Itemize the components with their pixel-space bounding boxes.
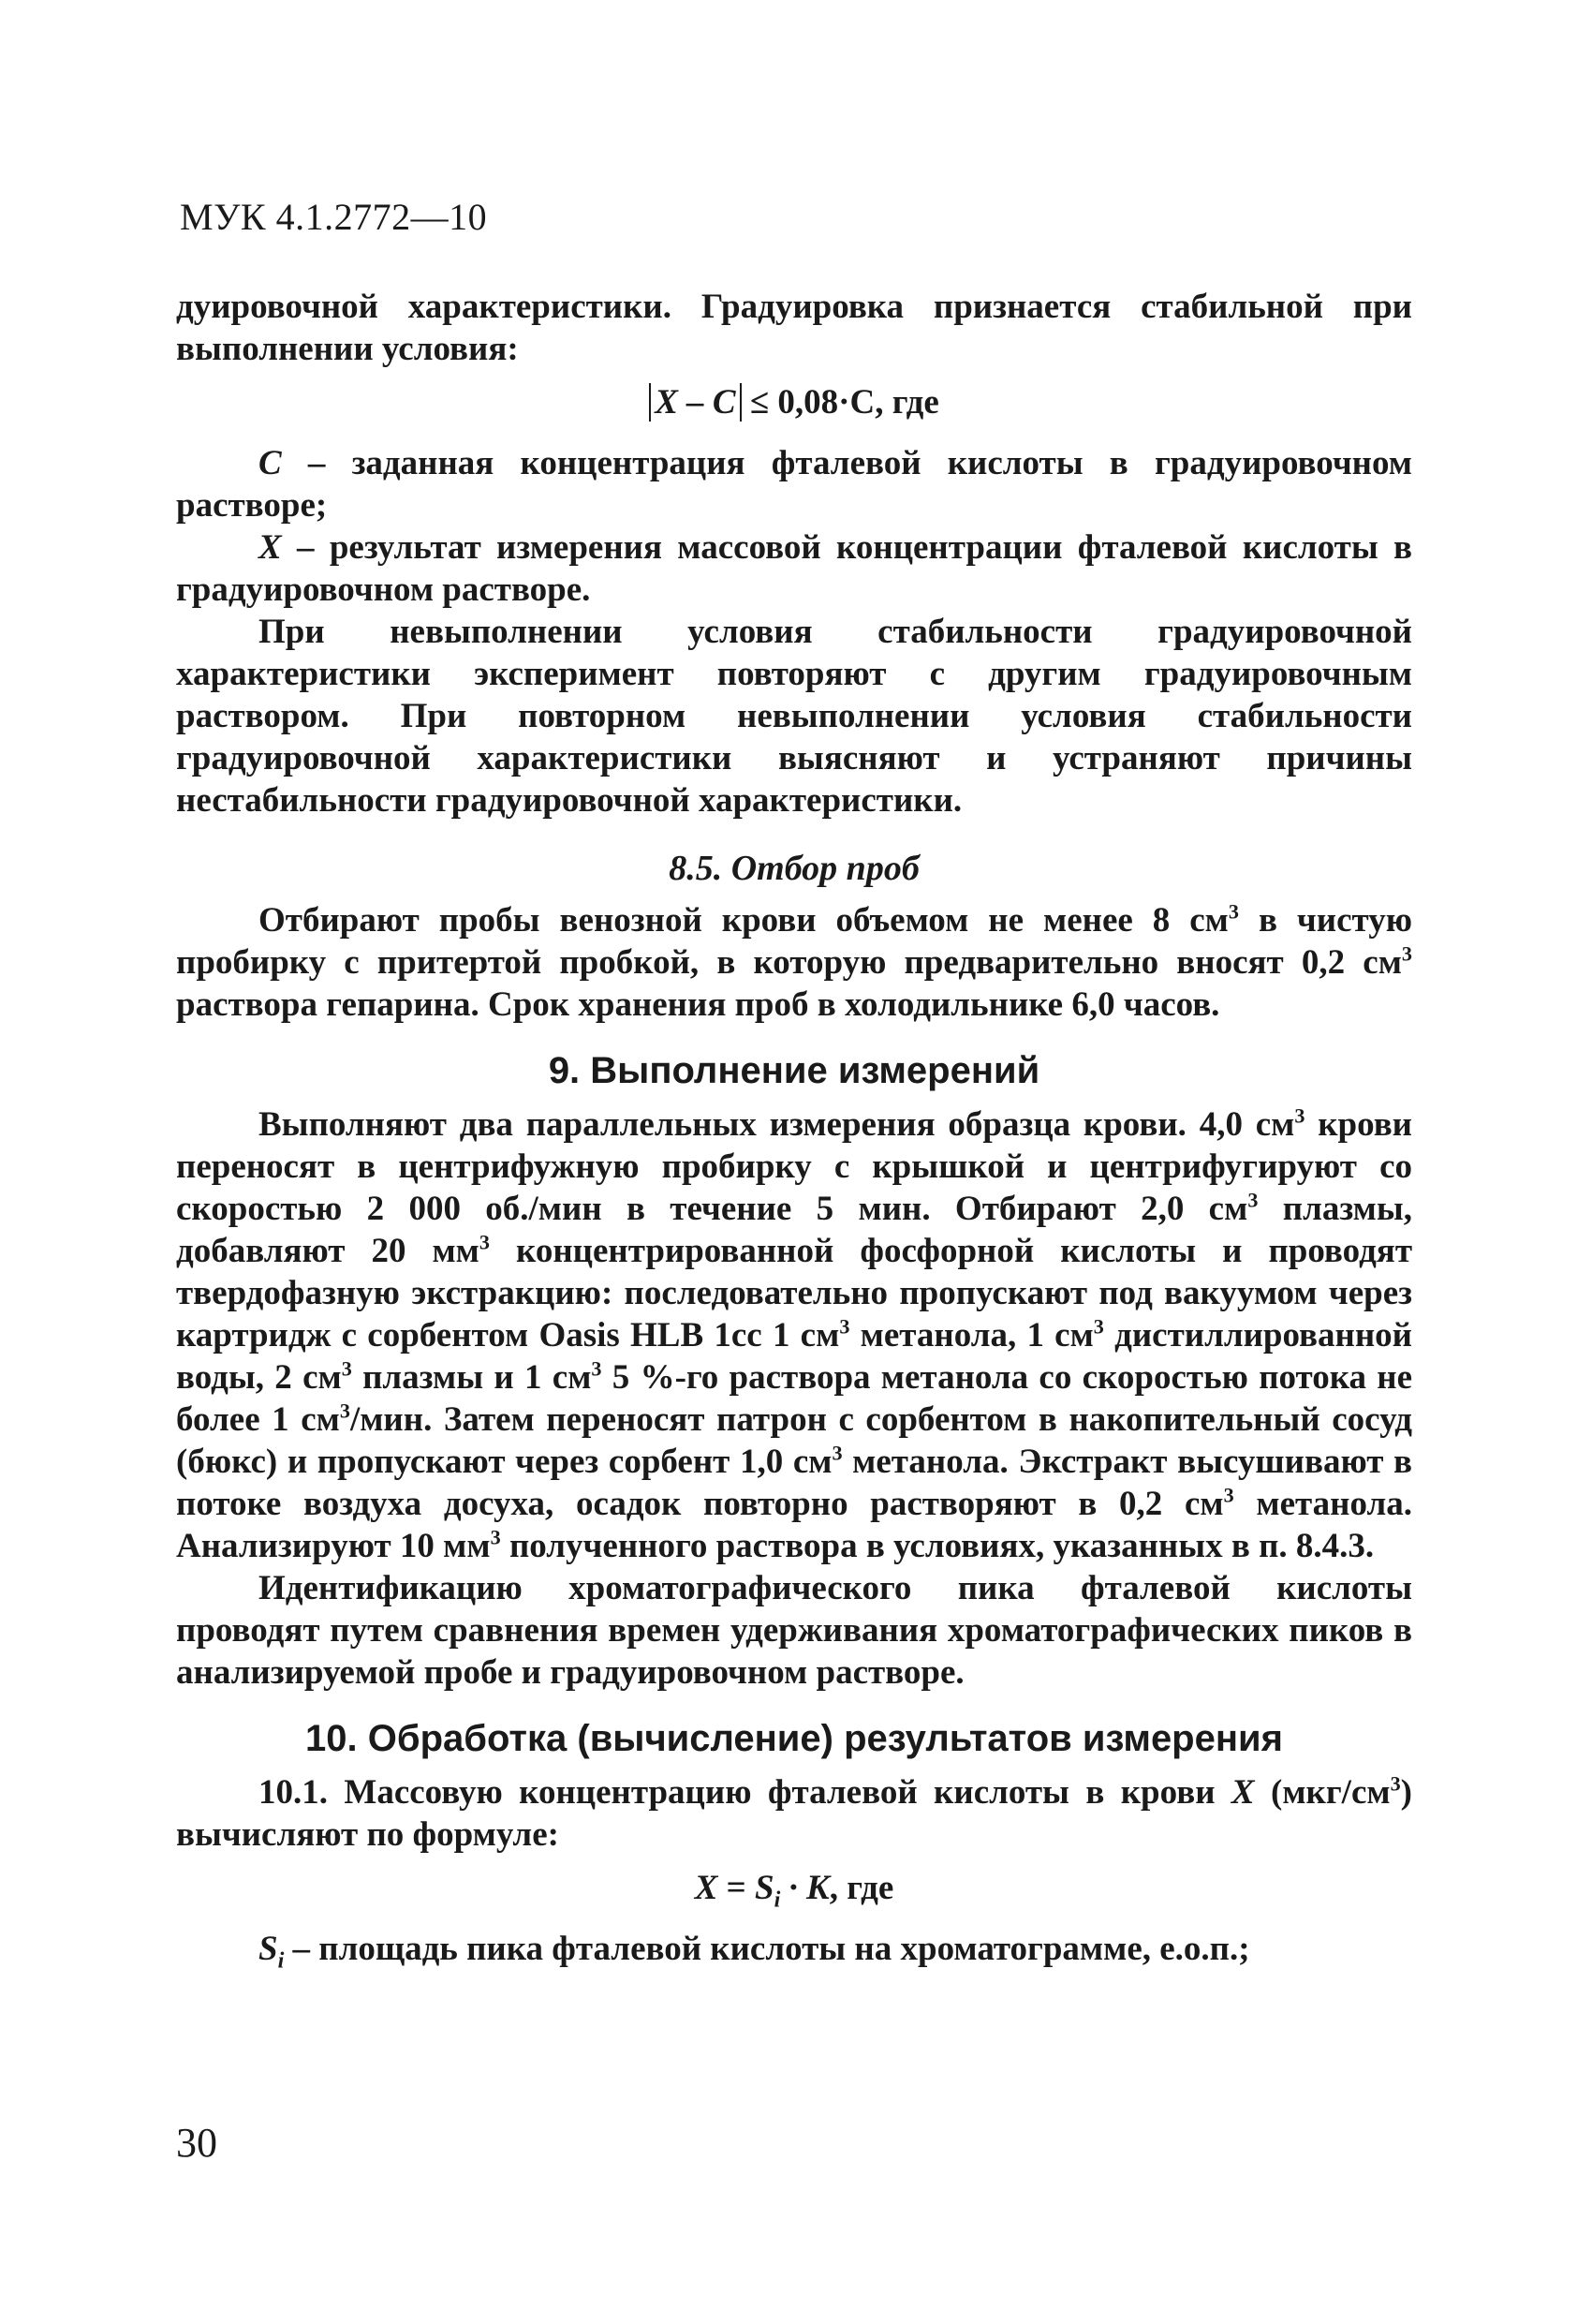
section-10-title: 10. Обработка (вычисление) результатов измерения bbox=[305, 1718, 1283, 1759]
sup-cm3: 3 bbox=[1228, 899, 1239, 924]
measure-text: /мин. Затем переносят патрон с сорбентом в накопительный сосуд (бюкс) и пропускают через сорбент 1,0 см bbox=[176, 1400, 1412, 1481]
measure-text: концентрированной фосфорной кислоты и проводят твердофазную экстракцию: последовательно пропускают под вакуумом через картридж с сорбентом Oasis HLB 1cc 1 см bbox=[176, 1232, 1412, 1354]
definition-c-text: – заданная концентрация фталевой кислоты в градуировочном растворе; bbox=[176, 444, 1412, 525]
document-header: МУК 4.1.2772—10 bbox=[180, 196, 488, 238]
intro-paragraph: дуировочной характеристики. Градуировка признается стабильной при выполнении условия: bbox=[176, 288, 1412, 368]
measurement-paragraph bbox=[176, 1103, 1412, 1567]
sup-3: 3 bbox=[341, 1356, 352, 1381]
formula-x: X bbox=[694, 1869, 718, 1907]
identification-paragraph: Идентификацию хроматографического пика фталевой кислоты проводят путем сравнения времен удерживания хроматографических пиков в анализируемой пробе и градуировочном растворе. bbox=[176, 1569, 1412, 1692]
sup-3: 3 bbox=[1294, 1103, 1305, 1128]
sup-cm3: 3 bbox=[1401, 941, 1412, 966]
section-8-5-title: 8.5. Отбор проб bbox=[669, 849, 920, 888]
symbol-x: X bbox=[1231, 1773, 1255, 1812]
formula-suffix: , где bbox=[829, 1869, 894, 1907]
page-content bbox=[176, 286, 1413, 1974]
symbol-c: C bbox=[258, 444, 282, 482]
symbol-x: X bbox=[258, 528, 282, 567]
formula-abs-term: X – C bbox=[649, 383, 741, 422]
measure-text: плазмы и 1 см bbox=[351, 1358, 592, 1397]
definition-x bbox=[176, 526, 1412, 611]
formula-suffix: , где bbox=[875, 383, 939, 422]
measure-text: плазмы, добавляют 20 мм bbox=[176, 1190, 1413, 1270]
sampling-text-2: в чистую пробирку с притертой пробкой, в которую предварительно вносят 0,2 см bbox=[176, 901, 1412, 982]
formula-rhs: ≤ 0,08·C bbox=[749, 383, 876, 422]
measure-text: Выполняют два параллельных измерения образца крови. 4,0 см bbox=[258, 1105, 1295, 1144]
concentration-formula bbox=[176, 1867, 1412, 1913]
calc-text: (мкг/см bbox=[1254, 1773, 1391, 1812]
stability-formula bbox=[176, 381, 1412, 423]
formula-i: i bbox=[774, 1887, 781, 1913]
sup-3: 3 bbox=[839, 1314, 850, 1339]
measure-text: крови переносят в центрифужную пробирку с крышкой и центрифугируют со скоростью 2 000 об./мин в течение 5 мин. Отбирают 2,0 см bbox=[176, 1105, 1412, 1228]
calc-text: 10.1. Массовую концентрацию фталевой кислоты в крови bbox=[258, 1773, 1231, 1812]
measure-text: метанола. Экстракт высушивают в потоке воздуха досуха, осадок повторно растворяют в 0,2 см bbox=[176, 1443, 1413, 1523]
measure-text: метанола, 1 см bbox=[849, 1316, 1094, 1354]
measure-text: дистиллированной воды, 2 см bbox=[176, 1316, 1412, 1397]
definition-si-text: – площадь пика фталевой кислоты на хроматограмме, е.о.п.; bbox=[284, 1930, 1250, 1968]
instability-paragraph: При невыполнении условия стабильности градуировочной характеристики эксперимент повторяют с другим градуировочным раствором. При повторном невыполнении условия стабильности градуировочной характеристики выясняют и устраняют причины нестабильности градуировочной характеристики. bbox=[176, 613, 1412, 820]
formula-k: · K bbox=[780, 1869, 830, 1907]
sup-3: 3 bbox=[339, 1399, 350, 1423]
symbol-i: i bbox=[277, 1948, 285, 1974]
sup-3: 3 bbox=[591, 1356, 602, 1381]
measure-text: полученного раствора в условиях, указанных в п. 8.4.3. bbox=[500, 1527, 1375, 1565]
section-9-title: 9. Выполнение измерений bbox=[548, 1050, 1040, 1091]
definition-c bbox=[176, 442, 1412, 526]
calculation-paragraph bbox=[176, 1771, 1412, 1856]
sup-3: 3 bbox=[1247, 1188, 1259, 1212]
sup-3: 3 bbox=[490, 1525, 501, 1549]
measure-text: 5 %-го раствора метанола со скоростью потока не более 1 см bbox=[176, 1358, 1412, 1439]
page-number: 30 bbox=[176, 2120, 217, 2166]
symbol-s: S bbox=[258, 1930, 278, 1968]
sup-3: 3 bbox=[1390, 1771, 1401, 1796]
calc-text: ) вычисляют по формуле: bbox=[176, 1773, 1412, 1854]
sampling-text-3: раствора гепарина. Срок хранения проб в холодильнике 6,0 часов. bbox=[176, 985, 1220, 1024]
measure-text: метанола. Анализируют 10 мм bbox=[176, 1485, 1412, 1565]
sup-3: 3 bbox=[479, 1230, 490, 1254]
sup-3: 3 bbox=[1223, 1483, 1234, 1507]
formula-eq: = bbox=[717, 1869, 755, 1907]
sampling-paragraph bbox=[176, 899, 1412, 1026]
sup-3: 3 bbox=[832, 1441, 843, 1465]
definition-x-text: – результат измерения массовой концентрации фталевой кислоты в градуировочном растворе. bbox=[176, 528, 1412, 609]
definition-si bbox=[176, 1928, 1412, 1974]
sup-3: 3 bbox=[1093, 1314, 1104, 1339]
formula-s: S bbox=[754, 1869, 774, 1907]
sampling-text-1: Отбирают пробы венозной крови объемом не менее 8 см bbox=[258, 901, 1229, 940]
